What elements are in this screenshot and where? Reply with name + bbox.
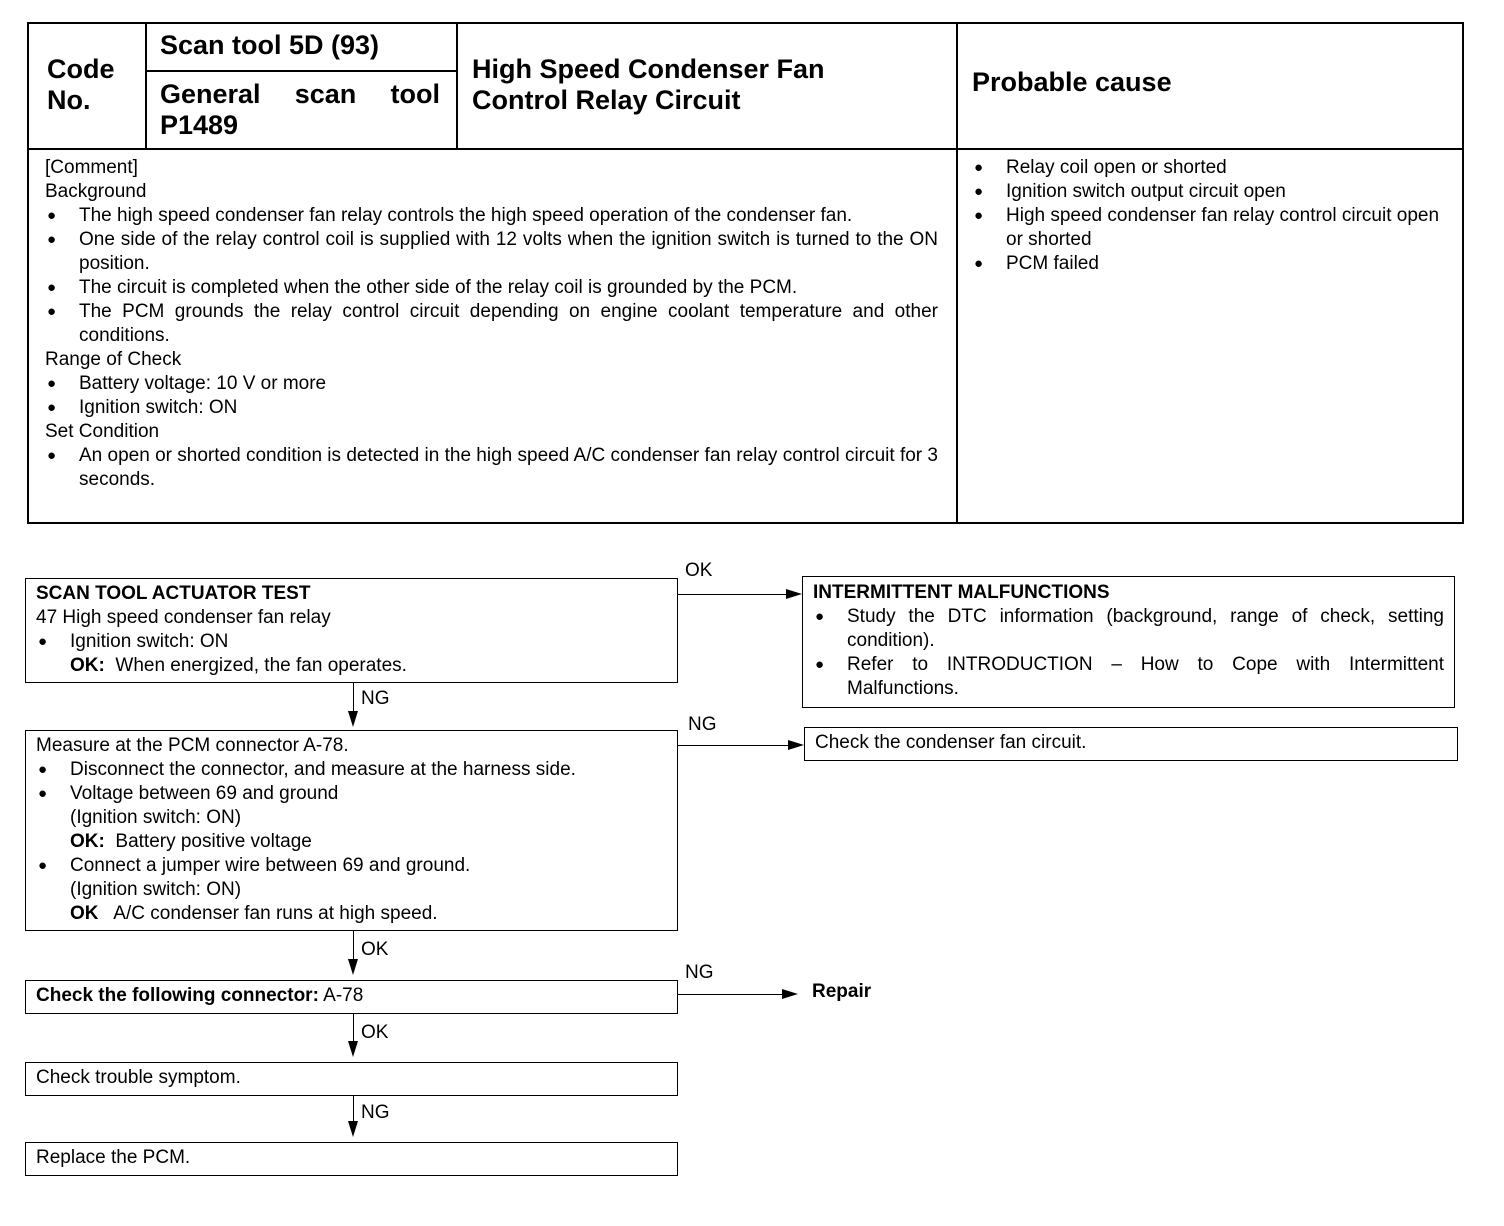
list-item: ● Ignition switch output circuit open xyxy=(972,180,1444,204)
general-scan-tool-label: General scan tool xyxy=(160,79,440,109)
general-scan-tool-code: P1489 xyxy=(160,110,239,140)
range-list xyxy=(45,372,938,420)
intermittent-title: INTERMITTENT MALFUNCTIONS xyxy=(813,582,1110,603)
check-connector-label: Check the following connector: xyxy=(36,985,319,1006)
arrow-down xyxy=(348,711,358,727)
ok-text: When energized, the fan operates. xyxy=(115,655,407,676)
label-ng: NG xyxy=(361,1102,390,1123)
code-no-label: Code No. xyxy=(47,54,115,115)
actuator-test-list xyxy=(36,630,667,654)
set-list xyxy=(45,444,938,492)
label-ng: NG xyxy=(361,688,390,709)
range-label: Range of Check xyxy=(45,349,182,370)
intermittent-malfunctions-box xyxy=(802,576,1455,708)
list-item: ● The circuit is completed when the other side of the relay coil is grounded by the PCM. xyxy=(45,276,938,300)
ok-label: OK: xyxy=(70,655,105,676)
measure-sub: (Ignition switch: ON) xyxy=(70,807,242,828)
scan-tool-5d: Scan tool 5D (93) xyxy=(160,30,380,60)
background-label: Background xyxy=(45,181,147,202)
actuator-test-title: SCAN TOOL ACTUATOR TEST xyxy=(36,583,311,604)
comment-section xyxy=(45,156,938,492)
arrow-down xyxy=(348,1041,358,1057)
list-item: ● Battery voltage: 10 V or more xyxy=(45,372,938,396)
ok-label: OK xyxy=(70,903,99,924)
intermittent-list xyxy=(813,605,1444,701)
ok-text: A/C condenser fan runs at high speed. xyxy=(113,903,438,924)
label-ok: OK xyxy=(685,560,713,581)
connector-line xyxy=(353,931,354,961)
probable-cause-section xyxy=(972,156,1444,276)
check-connector-value: A-78 xyxy=(323,985,364,1006)
probable-cause-list xyxy=(972,156,1444,276)
list-item: ● Relay coil open or shorted xyxy=(972,156,1444,180)
arrow-right xyxy=(786,589,802,599)
actuator-test-line: 47 High speed condenser fan relay xyxy=(36,607,331,628)
actuator-test-ok xyxy=(36,654,667,678)
connector-line xyxy=(678,594,788,595)
repair-label: Repair xyxy=(812,981,872,1002)
connector-line xyxy=(678,994,784,995)
step-measure-pcm xyxy=(25,730,678,931)
connector-line xyxy=(353,683,354,713)
step-check-connector xyxy=(25,980,678,1014)
step-replace-pcm: Replace the PCM. xyxy=(25,1142,678,1176)
list-item: ● The high speed condenser fan relay controls the high speed operation of the condenser fan. xyxy=(45,204,938,228)
list-item: ● Ignition switch: ON xyxy=(36,630,667,654)
label-ng: NG xyxy=(688,714,717,735)
check-fan-circuit-box: Check the condenser fan circuit. xyxy=(804,727,1458,761)
ok-text: Battery positive voltage xyxy=(115,831,312,852)
measure-list-2 xyxy=(36,854,667,878)
list-item: ● Disconnect the connector, and measure at the harness side. xyxy=(36,758,667,782)
list-item: ● High speed condenser fan relay control circuit open or shorted xyxy=(972,204,1444,252)
measure-ok xyxy=(36,902,667,926)
arrow-right xyxy=(782,989,798,999)
set-condition-label: Set Condition xyxy=(45,421,160,442)
measure-line: Measure at the PCM connector A-78. xyxy=(36,735,349,756)
measure-sub: (Ignition switch: ON) xyxy=(70,879,242,900)
label-ok: OK xyxy=(361,939,389,960)
connector-line xyxy=(353,1014,354,1043)
label-ok: OK xyxy=(361,1022,389,1043)
list-item: ● Study the DTC information (background, range of check, setting condition). xyxy=(813,605,1444,653)
comment-label: [Comment] xyxy=(45,157,138,178)
list-item: ● Connect a jumper wire between 69 and ground. xyxy=(36,854,667,878)
arrow-down xyxy=(348,1121,358,1137)
list-item: ● Ignition switch: ON xyxy=(45,396,938,420)
connector-line xyxy=(678,745,790,746)
probable-cause-label: Probable cause xyxy=(972,67,1172,97)
list-item: ● One side of the relay control coil is supplied with 12 volts when the ignition switch is turned to the ON position. xyxy=(45,228,938,276)
page-title: High Speed Condenser Fan Control Relay Circuit xyxy=(472,54,825,115)
connector-line xyxy=(353,1096,354,1123)
list-item: ● An open or shorted condition is detected in the high speed A/C condenser fan relay control circuit for 3 seconds. xyxy=(45,444,938,492)
ok-label: OK: xyxy=(70,831,105,852)
arrow-down xyxy=(348,959,358,975)
background-list xyxy=(45,204,938,348)
label-ng: NG xyxy=(685,962,714,983)
measure-ok xyxy=(36,830,667,854)
list-item: ● Voltage between 69 and ground xyxy=(36,782,667,806)
step-actuator-test xyxy=(25,578,678,683)
list-item: ● PCM failed xyxy=(972,252,1444,276)
step-check-symptom: Check trouble symptom. xyxy=(25,1062,678,1096)
arrow-right xyxy=(788,740,804,750)
list-item: ● Refer to INTRODUCTION – How to Cope with Intermittent Malfunctions. xyxy=(813,653,1444,701)
measure-list xyxy=(36,758,667,806)
list-item: ● The PCM grounds the relay control circuit depending on engine coolant temperature and other conditions. xyxy=(45,300,938,348)
